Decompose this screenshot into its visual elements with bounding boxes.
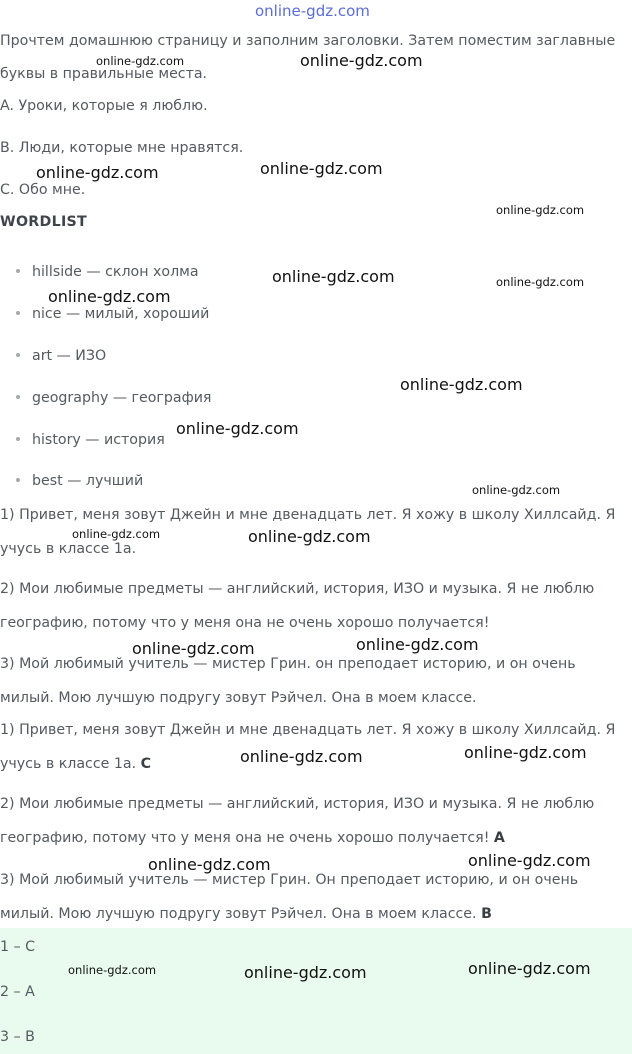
paragraph-2: 2) Мои любимые предметы — английский, история, ИЗО и музыка. Я не люблю географию, потому что у меня она не очень хорошо получается!	[0, 581, 595, 631]
watermark: online-gdz.com	[464, 743, 587, 762]
paragraph-3: 3) Мой любимый учитель — мистер Грин. он преподает историю, и он очень милый. Мою лучшую подругу зовут Рэйчел. Она в моем классе.	[0, 656, 576, 706]
watermark: online-gdz.com	[260, 159, 383, 178]
answer-item: 2 – A	[0, 984, 35, 1000]
wordlist-item: geography — география	[16, 388, 211, 408]
answer-item: 1 – C	[0, 939, 36, 955]
bullet-icon	[16, 269, 20, 273]
bullet-icon	[16, 437, 20, 441]
paragraph-1: 1) Привет, меня зовут Джейн и мне двенадцать лет. Я хожу в школу Хиллсайд. Я учусь в классе 1а.	[0, 507, 616, 557]
wordlist-item: art — ИЗО	[16, 346, 106, 366]
wordlist-item: hillside — склон холма	[16, 262, 199, 282]
paragraph-mark: C	[140, 756, 152, 772]
watermark: online-gdz.com	[36, 163, 159, 182]
watermark: online-gdz.com	[356, 635, 479, 654]
answer-item: 3 – B	[0, 1029, 35, 1045]
watermark: online-gdz.com	[240, 747, 363, 766]
paragraph-mark: B	[481, 906, 492, 922]
paragraph-marked-2: 2) Мои любимые предметы — английский, история, ИЗО и музыка. Я не люблю географию, потому что у меня она не очень хорошо получается! A	[0, 796, 595, 846]
watermark: online-gdz.com	[244, 963, 367, 982]
heading-c: C. Обо мне.	[0, 182, 86, 198]
watermark: online-gdz.com	[468, 959, 591, 978]
wordlist-item: nice — милый, хороший	[16, 304, 209, 324]
wordlist-item: best — лучший	[16, 471, 143, 491]
watermark: online-gdz.com	[400, 375, 523, 394]
bullet-icon	[16, 395, 20, 399]
watermark: online-gdz.com	[176, 419, 299, 438]
watermark: online-gdz.com	[48, 287, 171, 306]
wordlist-title: WORDLIST	[0, 214, 88, 230]
wordlist-item: history — история	[16, 430, 165, 450]
paragraph-marked-1: 1) Привет, меня зовут Джейн и мне двенадцать лет. Я хожу в школу Хиллсайд. Я учусь в классе 1а. C	[0, 722, 616, 772]
watermark-top: online-gdz.com	[255, 2, 370, 20]
bullet-icon	[16, 353, 20, 357]
bullet-icon	[16, 311, 20, 315]
watermark: online-gdz.com	[96, 54, 185, 68]
watermark: online-gdz.com	[148, 855, 271, 874]
watermark: online-gdz.com	[132, 639, 255, 658]
watermark: online-gdz.com	[68, 963, 157, 977]
watermark: online-gdz.com	[272, 267, 395, 286]
paragraph-marked-3: 3) Мой любимый учитель — мистер Грин. Он преподает историю, и он очень милый. Мою лучшую подругу зовут Рэйчел. Она в моем классе. B	[0, 872, 579, 922]
paragraph-mark: A	[493, 830, 505, 846]
bullet-icon	[16, 478, 20, 482]
watermark: online-gdz.com	[300, 51, 423, 70]
answers-block	[0, 928, 632, 1054]
watermark: online-gdz.com	[468, 851, 591, 870]
watermark: online-gdz.com	[496, 275, 585, 289]
heading-a: A. Уроки, которые я люблю.	[0, 98, 208, 114]
watermark: online-gdz.com	[248, 527, 371, 546]
watermark: online-gdz.com	[496, 203, 585, 217]
intro-text: Прочтем домашнюю страницу и заполним заголовки. Затем поместим заглавные буквы в правильные места.	[0, 33, 616, 82]
heading-b: B. Люди, которые мне нравятся.	[0, 140, 244, 156]
watermark: online-gdz.com	[472, 483, 561, 497]
watermark: online-gdz.com	[72, 527, 161, 541]
